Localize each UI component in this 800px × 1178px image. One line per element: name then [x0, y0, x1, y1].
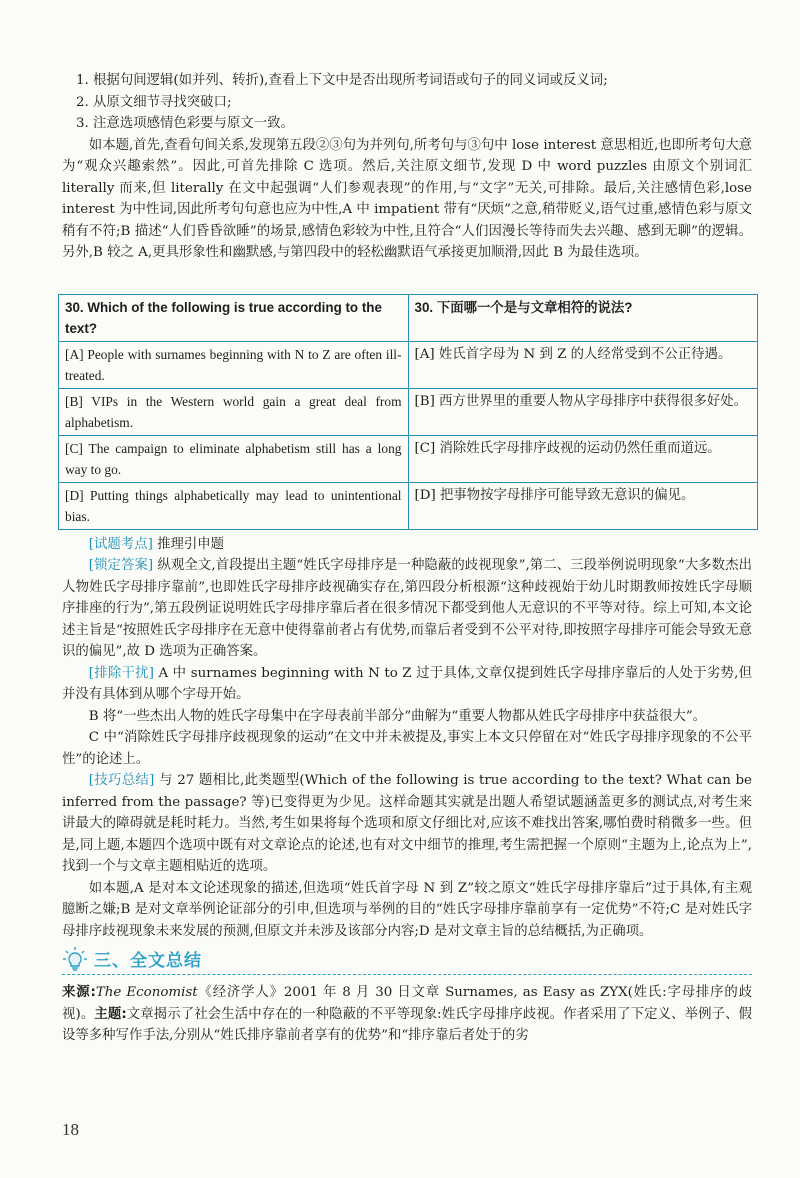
option-a-en: [A] People with surnames beginning with N to Z are often ill-treated. [59, 341, 409, 388]
q29-example-paragraph: 如本题,首先,查看句间关系,发现第五段②③句为并列句,所考句与③句中 lose interest 意思相近,也即所考句大意为“观众兴趣索然”。因此,可首先排除 C 选项。然后,关注原文细节,发现 D 中 word puzzles 由原文个别词汇 literally 而来,但 literally 在文中起强调“人们参观表现”的作用,与“文字”无关,可排除。最后,关注感情色彩,lose interest 为中性词,因此所考句句意也应为中性,A 中 impatient 带有“厌烦”之意,稍带贬义,语气过重,感情色彩与原文稍有不符;B 描述“人们昏昏欲睡”的场景,感情色彩较为中性,且符合“人们因漫长等待而失去兴趣、感到无聊”的逻辑。另外,B 较之 A,更具形象性和幽默感,与第四段中的轻松幽默语气承接更加顺滑,因此 B 为最佳选项。 [62, 137, 752, 260]
option-row [59, 341, 758, 388]
question-zh: 30. 下面哪一个是与文章相符的说法? [408, 294, 758, 341]
option-d-zh: [D] 把事物按字母排序可能导致无意识的偏见。 [408, 482, 758, 529]
summary-paragraph [62, 982, 752, 1047]
section-header [62, 944, 752, 975]
option-c-en: [C] The campaign to eliminate alphabetism still has a long way to go. [59, 435, 409, 482]
source-label: 来源: [62, 985, 96, 1000]
question-en: 30. Which of the following is true according to the text? [59, 294, 409, 341]
answer-tag: [锁定答案] [88, 558, 154, 573]
kaodian-line [62, 534, 752, 556]
page-number: 18 [62, 1120, 79, 1139]
lightbulb-icon [62, 946, 88, 976]
skill-text: 与 27 题相比,此类题型(Which of the following is true according to the text? What can be inferred from the passage? 等)已变得更为少见。这样命题其实就是出题人希望试题涵盖更多的测试点,对考生来讲最大的障碍就是耗时耗力。当然,考生如果将每个选项和原文仔细比对,应该不难找出答案,哪怕费时稍微多一些。但是,同上题,本题四个选项中既有对文章论点的论述,也有对文中细节的推理,考生需把握一个原则“主题为上,论点为上”,找到一个与文章主题相贴近的选项。 [62, 773, 753, 874]
example-paragraph: 如本题,A 是对本文论述现象的描述,但选项“姓氏首字母 N 到 Z”较之原文“姓氏字母排序靠后”过于具体,有主观臆断之嫌;B 是对文章举例论证部分的引申,但选项与举例的目的“姓氏字母排序靠前享有一定优势”不符;C 是对姓氏字母排序歧视现象未来发展的预测,但原文并未涉及该部分内容;D 是对文章主旨的总结概括,为正确项。 [62, 880, 752, 939]
tip-item: 1. 根据句间逻辑(如并列、转折),查看上下文中是否出现所考词语或句子的同义词或反义词; [76, 73, 608, 88]
exclude-a-paragraph [62, 663, 752, 706]
exclude-b-paragraph: B 将“一些杰出人物的姓氏字母集中在字母表前半部分”曲解为“重要人物都从姓氏字母排序中获益很大”。 [88, 708, 707, 724]
option-b-en: [B] VIPs in the Western world gain a great deal from alphabetism. [59, 388, 409, 435]
option-b-zh: [B] 西方世界里的重要人物从字母排序中获得很多好处。 [408, 388, 758, 435]
theme-text: 文章揭示了社会生活中存在的一种隐蔽的不平等现象:姓氏字母排序歧视。作者采用了下定义、举例子、假设等多种写作手法,分别从“姓氏排序靠前者享有的优势”和“排序靠后者处于的劣 [62, 1006, 752, 1043]
question-30-table [58, 294, 758, 530]
option-a-zh: [A] 姓氏首字母为 N 到 Z 的人经常受到不公正待遇。 [408, 341, 758, 388]
skill-tag: [技巧总结] [88, 773, 155, 788]
skill-paragraph [62, 770, 752, 878]
answer-text: 纵观全文,首段提出主题“姓氏字母排序是一种隐蔽的歧视现象”,第二、三段举例说明现象“大多数杰出人物姓氏字母排序靠前”,也即姓氏字母排序歧视确实存在,第四段分析根源“这种歧视始于幼儿时期教师按姓氏字母顺序排座的行为”,第五段例证说明姓氏字母排序靠后者在很多情况下都受到他人无意识的不平等对待。综上可知,本文论述主旨是“按照姓氏字母排序在无意中使得靠前者占有优势,而靠后者受到不公平对待,即按照字母排序可能会导致无意识的偏见”,故 D 选项为正确答案。 [62, 558, 752, 659]
exclude-c-paragraph: C 中“消除姓氏字母排序歧视现象的运动”在文中并未被提及,事实上本文只停留在对“姓氏字母排序现象的不公平性”的论述上。 [62, 730, 752, 767]
exclude-tag: [排除干扰] [88, 665, 155, 681]
page-body [62, 70, 752, 942]
tip-item: 2. 从原文细节寻找突破口; [76, 94, 232, 110]
exclude-a-text: A 中 surnames beginning with N to Z 过于具体,文章仅提到姓氏字母排序靠后的人处于劣势,但并没有具体到从哪个字母开始。 [62, 665, 752, 702]
source-rest: 《经济学人》2001 年 8 月 30 日文章 Surnames, as Easy as ZYX(姓氏:字母排序的歧视)。 [62, 985, 752, 1022]
kaodian-tag: [试题考点] [88, 536, 153, 552]
analysis [62, 534, 752, 943]
option-row [59, 388, 758, 435]
source-journal: The Economist [95, 985, 198, 1000]
section-title: 三、全文总结 [94, 951, 202, 971]
kaodian-text: 推理引申题 [157, 536, 225, 552]
option-row [59, 435, 758, 482]
option-c-zh: [C] 消除姓氏字母排序歧视的运动仍然任重而道远。 [408, 435, 758, 482]
option-row [59, 482, 758, 529]
tip-item: 3. 注意选项感情色彩要与原文一致。 [76, 116, 294, 131]
tips-list [76, 70, 752, 135]
option-d-en: [D] Putting things alphabetically may lead to unintentional bias. [59, 482, 409, 529]
answer-paragraph [62, 555, 752, 663]
theme-label: 主题: [94, 1006, 127, 1022]
